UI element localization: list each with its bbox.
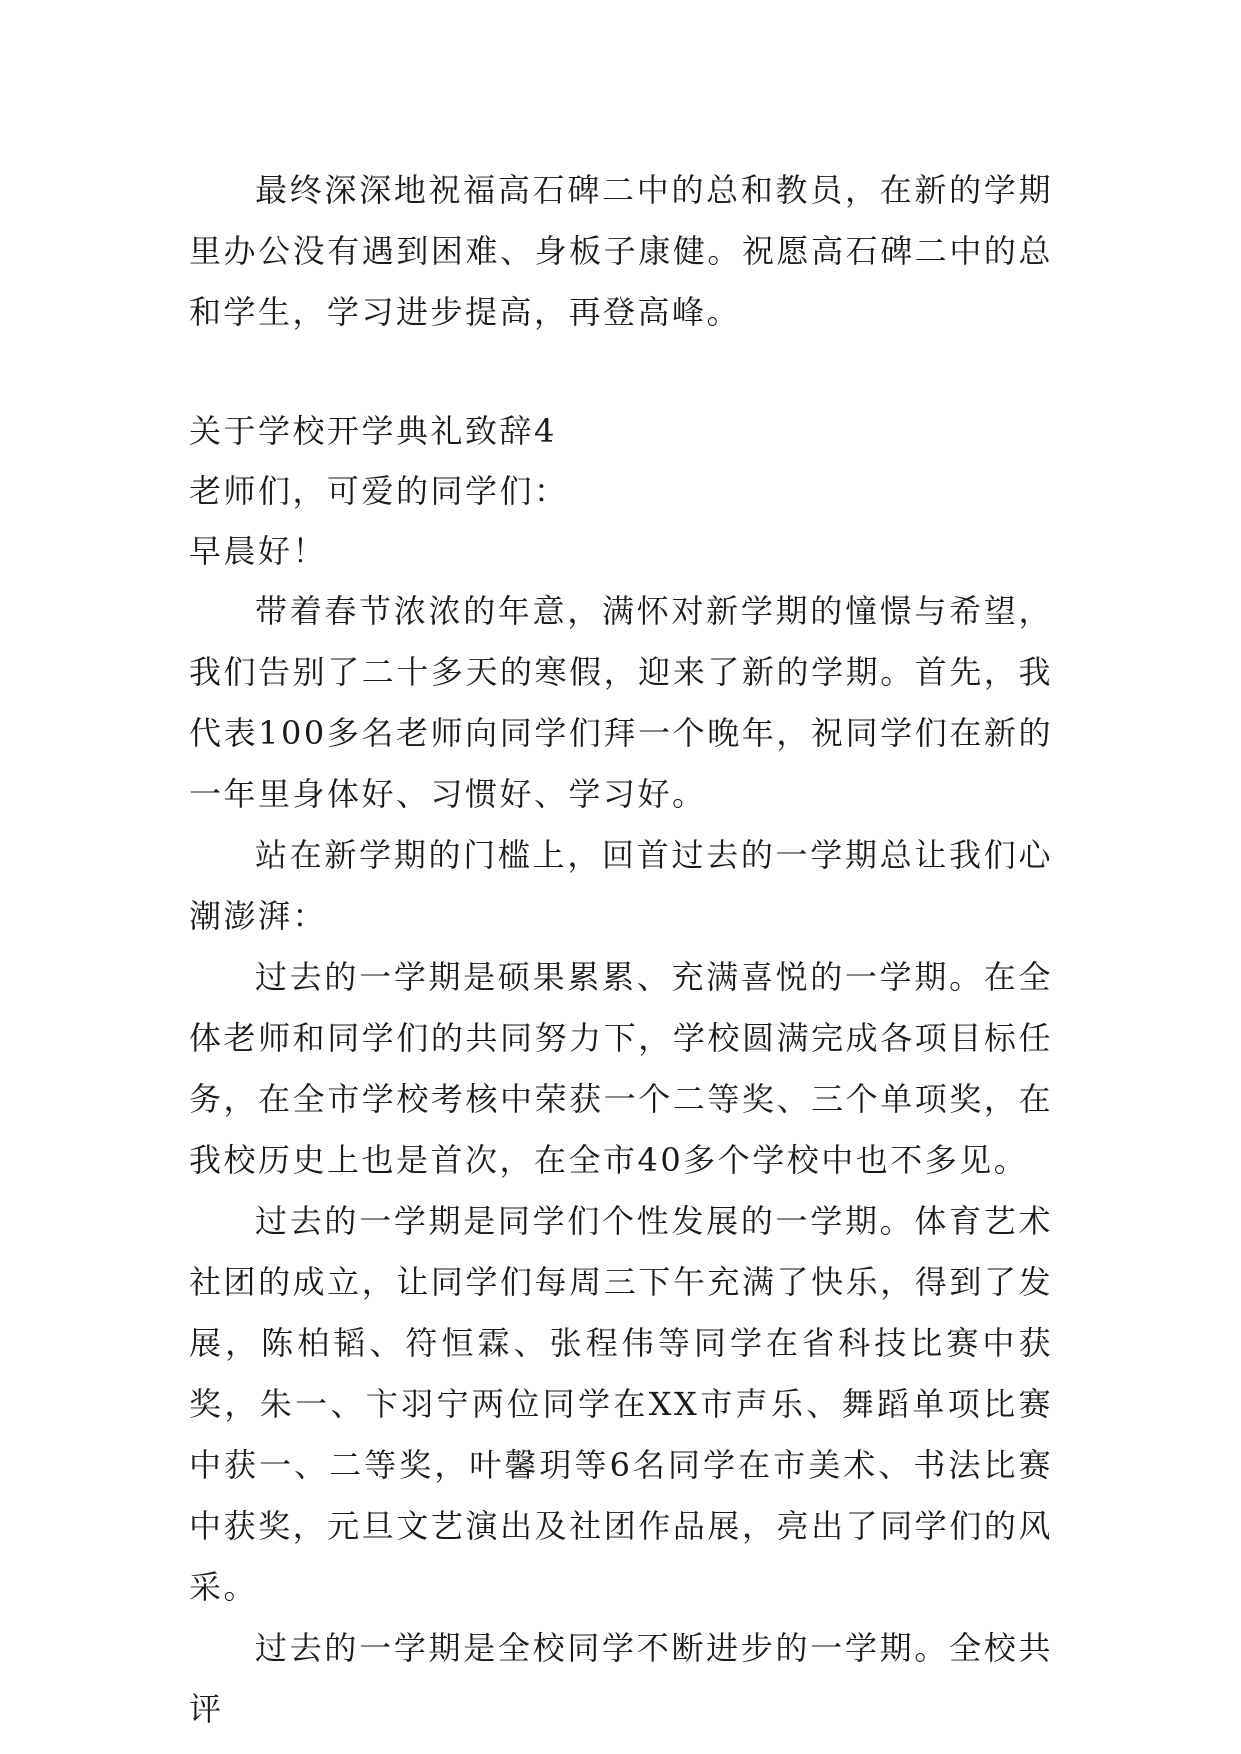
paragraph-closing-wishes: 最终深深地祝福高石碑二中的总和教员，在新的学期里办公没有遇到困难、身板子康健。祝愿高石碑二中的总和学生，学习进步提高，再登高峰。 <box>189 171 1053 331</box>
paragraph-gap <box>189 343 1053 401</box>
document-body <box>189 160 1053 1740</box>
paragraph-new-term: 带着春节浓浓的年意，满怀对新学期的憧憬与希望，我们告别了二十多天的寒假，迎来了新的学期。首先，我代表100多名老师向同学们拜一个晚年，祝同学们在新的一年里身体好、习惯好、学习好。 <box>189 592 1053 813</box>
paragraph-progress: 过去的一学期是全校同学不断进步的一学期。全校共评 <box>189 1629 1053 1728</box>
paragraph-personal-development: 过去的一学期是同学们个性发展的一学期。体育艺术社团的成立，让同学们每周三下午充满了快乐，得到了发展，陈柏韬、符恒霖、张程伟等同学在省科技比赛中获奖，朱一、卞羽宁两位同学在XX市声乐、舞蹈单项比赛中获一、二等奖，叶馨玥等6名同学在市美术、书法比赛中获奖，元旦文艺演出及社团作品展，亮出了同学们的风采。 <box>189 1202 1053 1606</box>
greeting: 早晨好！ <box>189 532 328 570</box>
paragraph-achievements: 过去的一学期是硕果累累、充满喜悦的一学期。在全体老师和同学们的共同努力下，学校圆满完成各项目标任务，在全市学校考核中荣获一个二等奖、三个单项奖，在我校历史上也是首次，在全市40多个学校中也不多见。 <box>189 958 1053 1179</box>
paragraph-look-back: 站在新学期的门槛上，回首过去的一学期总让我们心潮澎湃： <box>189 836 1053 935</box>
salutation: 老师们，可爱的同学们： <box>189 472 569 510</box>
section-heading: 关于学校开学典礼致辞4 <box>189 412 557 450</box>
